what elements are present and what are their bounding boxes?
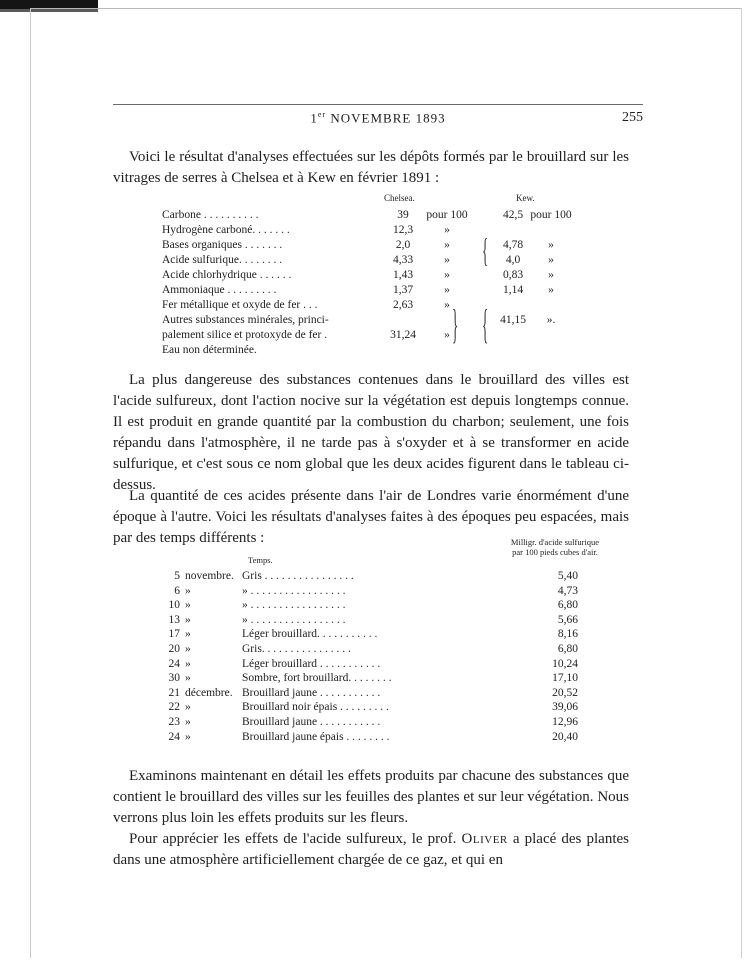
- chelsea-value: 2,63: [392, 299, 414, 311]
- chelsea-unit: »: [444, 254, 450, 266]
- weather-cell: » . . . . . . . . . . . . . . . . .: [242, 613, 346, 626]
- weather-cell: Gris . . . . . . . . . . . . . . . .: [242, 570, 354, 582]
- table-row: [160, 686, 600, 701]
- acid-value-cell: 8,16: [557, 628, 578, 641]
- scan-edge-shadow: [0, 0, 98, 18]
- table-row: [162, 298, 582, 313]
- month-cell: »: [185, 701, 191, 714]
- table-row: [162, 223, 582, 238]
- substance-label: palement silice et protoxyde de fer .: [162, 329, 328, 341]
- weather-cell: Léger brouillard. . . . . . . . . . .: [242, 628, 378, 641]
- kew-value: 0,83: [502, 269, 524, 281]
- day-cell: 21: [168, 686, 180, 699]
- table-row: [160, 627, 600, 642]
- month-cell: décembre.: [185, 686, 233, 699]
- day-cell: 13: [168, 613, 180, 626]
- table-row: [160, 584, 600, 599]
- weather-cell: Gris. . . . . . . . . . . . . . . .: [242, 643, 351, 655]
- brace-chelsea-minerals: }: [452, 299, 459, 348]
- table-row: [160, 569, 600, 584]
- acid-value-cell: 6,80: [557, 643, 578, 655]
- weather-cell: Léger brouillard . . . . . . . . . . .: [242, 657, 381, 670]
- day-cell: 10: [168, 599, 180, 612]
- day-cell: 24: [168, 730, 180, 743]
- column-header-kew: Kew.: [516, 193, 535, 203]
- table-row: [160, 730, 600, 745]
- chelsea-unit: pour 100: [426, 209, 468, 221]
- kew-unit: ».: [546, 314, 556, 326]
- chelsea-unit: »: [444, 224, 450, 236]
- weather-cell: Brouillard noir épais . . . . . . . . .: [242, 701, 389, 714]
- substance-label: Acide sulfurique. . . . . . . .: [162, 254, 283, 266]
- chelsea-unit: »: [444, 299, 450, 311]
- header-date: [113, 110, 643, 126]
- page-edge-top: [30, 8, 742, 9]
- column-header-values-line2: par 100 pieds cubes d'air.: [512, 547, 598, 557]
- weather-cell: Brouillard jaune épais . . . . . . . .: [242, 730, 390, 743]
- header-date-sup: er: [317, 110, 327, 119]
- paragraph-sulfurous-acid: La plus dangereuse des substances contenues dans le brouillard des villes est l'acide sulfureux, dont l'action nocive sur la végétation est depuis longtemps connue. Il est produit en grande quantité par la combustion du charbon; seulement, une fois répandu dans l'atmosphère, il ne tarde pas à s'oxyder et à se transformer en acide sulfurique, et c'est sous ce nom global que les deux acides figurent dans le tableau ci-dessus.: [113, 372, 629, 493]
- acid-value-cell: 6,80: [557, 599, 578, 612]
- month-cell: »: [185, 628, 191, 641]
- table-row: [160, 657, 600, 672]
- table-row: [162, 253, 582, 268]
- paragraph-oliver: [113, 829, 629, 871]
- table-row: [162, 238, 582, 253]
- kew-value: 42,5: [502, 209, 524, 221]
- header-date-rest: NOVEMBRE 1893: [330, 110, 446, 126]
- month-cell: »: [185, 584, 191, 597]
- column-header-chelsea: Chelsea.: [384, 193, 415, 203]
- chelsea-unit: »: [444, 329, 450, 341]
- substance-label: Ammoniaque . . . . . . . . .: [162, 284, 277, 296]
- column-header-values: [500, 537, 610, 557]
- substance-label: Bases organiques . . . . . . .: [162, 239, 283, 251]
- kew-value: 4,0: [505, 254, 521, 266]
- day-cell: 5: [174, 570, 180, 582]
- acid-value-cell: 20,52: [552, 686, 578, 699]
- kew-value: 1,14: [502, 284, 524, 296]
- table-row: [160, 671, 600, 686]
- acid-value-cell: 4,73: [557, 584, 578, 597]
- day-cell: 30: [168, 672, 180, 685]
- substance-label: Acide chlorhydrique . . . . . .: [162, 269, 292, 281]
- day-cell: 20: [168, 643, 180, 655]
- month-cell: »: [185, 599, 191, 612]
- month-cell: »: [185, 716, 191, 728]
- page-edge-left: [30, 8, 31, 958]
- substance-label: Hydrogène carboné. . . . . . .: [162, 224, 290, 236]
- table-row: [162, 268, 582, 283]
- brace-kew-minerals: {: [482, 299, 489, 348]
- chelsea-unit: »: [444, 284, 450, 296]
- kew-value: 41,15: [500, 314, 526, 326]
- substance-label: Fer métallique et oxyde de fer . . .: [162, 299, 318, 311]
- weather-cell: Brouillard jaune . . . . . . . . . . .: [242, 716, 381, 728]
- table-row: [160, 700, 600, 715]
- table-row: [160, 613, 600, 628]
- month-cell: novembre.: [185, 570, 234, 582]
- month-cell: »: [185, 730, 191, 743]
- chelsea-value: 2,0: [395, 239, 411, 251]
- paragraph-oliver-end: a placé des plantes dans une atmosphère artificiellement chargée de ce gaz, et qui en: [113, 831, 630, 868]
- acid-value-cell: 10,24: [552, 657, 578, 670]
- chelsea-value: 12,3: [392, 224, 414, 236]
- weather-cell: Sombre, fort brouillard. . . . . . . .: [242, 672, 392, 685]
- header-date-day: 1: [310, 110, 318, 126]
- chelsea-value: 4,33: [392, 254, 414, 266]
- day-cell: 23: [168, 716, 180, 728]
- chelsea-unit: »: [444, 239, 450, 251]
- weather-cell: Brouillard jaune . . . . . . . . . . .: [242, 686, 381, 699]
- table-row: [160, 642, 600, 657]
- page-edge-right: [741, 8, 742, 958]
- paragraph-effects: Examinons maintenant en détail les effets produits par chacune des substances que contient le brouillard des villes sur les feuilles des plantes et sur leur végétation. Nous verrons plus loin les effets produits sur les fleurs.: [113, 768, 629, 826]
- kew-unit: »: [548, 269, 554, 281]
- month-cell: »: [185, 643, 191, 655]
- chelsea-value: 31,24: [390, 329, 416, 341]
- day-cell: 22: [168, 701, 180, 714]
- page-number: 255: [622, 110, 643, 125]
- weather-cell: » . . . . . . . . . . . . . . . . .: [242, 599, 346, 612]
- substance-label: Eau non déterminée.: [162, 344, 257, 356]
- kew-value: 4,78: [502, 239, 524, 251]
- substance-label: Autres substances minérales, princi-: [162, 314, 329, 326]
- kew-unit: »: [548, 254, 554, 266]
- chelsea-unit: »: [444, 269, 450, 281]
- day-cell: 6: [174, 584, 180, 597]
- acid-value-cell: 5,40: [557, 570, 578, 582]
- substance-label: Carbone . . . . . . . . . .: [162, 209, 259, 221]
- acid-value-cell: 20,40: [552, 730, 578, 743]
- day-cell: 17: [168, 628, 180, 641]
- paragraph-intro: Voici le résultat d'analyses effectuées sur les dépôts formés par le brouillard sur les vitrages de serres à Chelsea et à Kew en février 1891 :: [113, 149, 629, 186]
- table-row: [162, 283, 582, 298]
- acid-value-cell: 5,66: [557, 613, 578, 626]
- table-row: [162, 343, 582, 358]
- chelsea-value: 39: [397, 209, 409, 221]
- table-row: [162, 328, 582, 343]
- table-row: [162, 208, 582, 223]
- brace-kew-organic: {: [482, 230, 489, 270]
- running-header: [113, 104, 643, 131]
- kew-unit: »: [548, 284, 554, 296]
- acid-value-cell: 39,06: [552, 701, 578, 714]
- weather-cell: » . . . . . . . . . . . . . . . . .: [242, 584, 346, 597]
- acid-value-cell: 12,96: [552, 716, 578, 728]
- kew-unit: pour 100: [530, 209, 572, 221]
- month-cell: »: [185, 657, 191, 670]
- chelsea-value: 1,43: [392, 269, 414, 281]
- column-header-temps: Temps.: [248, 555, 273, 565]
- paragraph-london-air: La quantité de ces acides présente dans l'air de Londres varie énormément d'une époque à l'autre. Voici les résultats d'analyses faites à des époques peu espacées, mais par des temps différents :: [113, 488, 629, 546]
- acid-value-cell: 17,10: [552, 672, 578, 685]
- kew-unit: »: [548, 239, 554, 251]
- day-cell: 24: [168, 657, 180, 670]
- author-name: Oliver: [461, 831, 508, 847]
- column-header-values-line1: Milligr. d'acide sulfurique: [510, 537, 600, 547]
- table-row: [160, 598, 600, 613]
- month-cell: »: [185, 672, 191, 685]
- chelsea-value: 1,37: [392, 284, 414, 296]
- table-row: [162, 313, 582, 328]
- paragraph-oliver-start: Pour apprécier les effets de l'acide sulfureux, le prof.: [129, 831, 462, 847]
- table-row: [160, 715, 600, 730]
- month-cell: »: [185, 613, 191, 626]
